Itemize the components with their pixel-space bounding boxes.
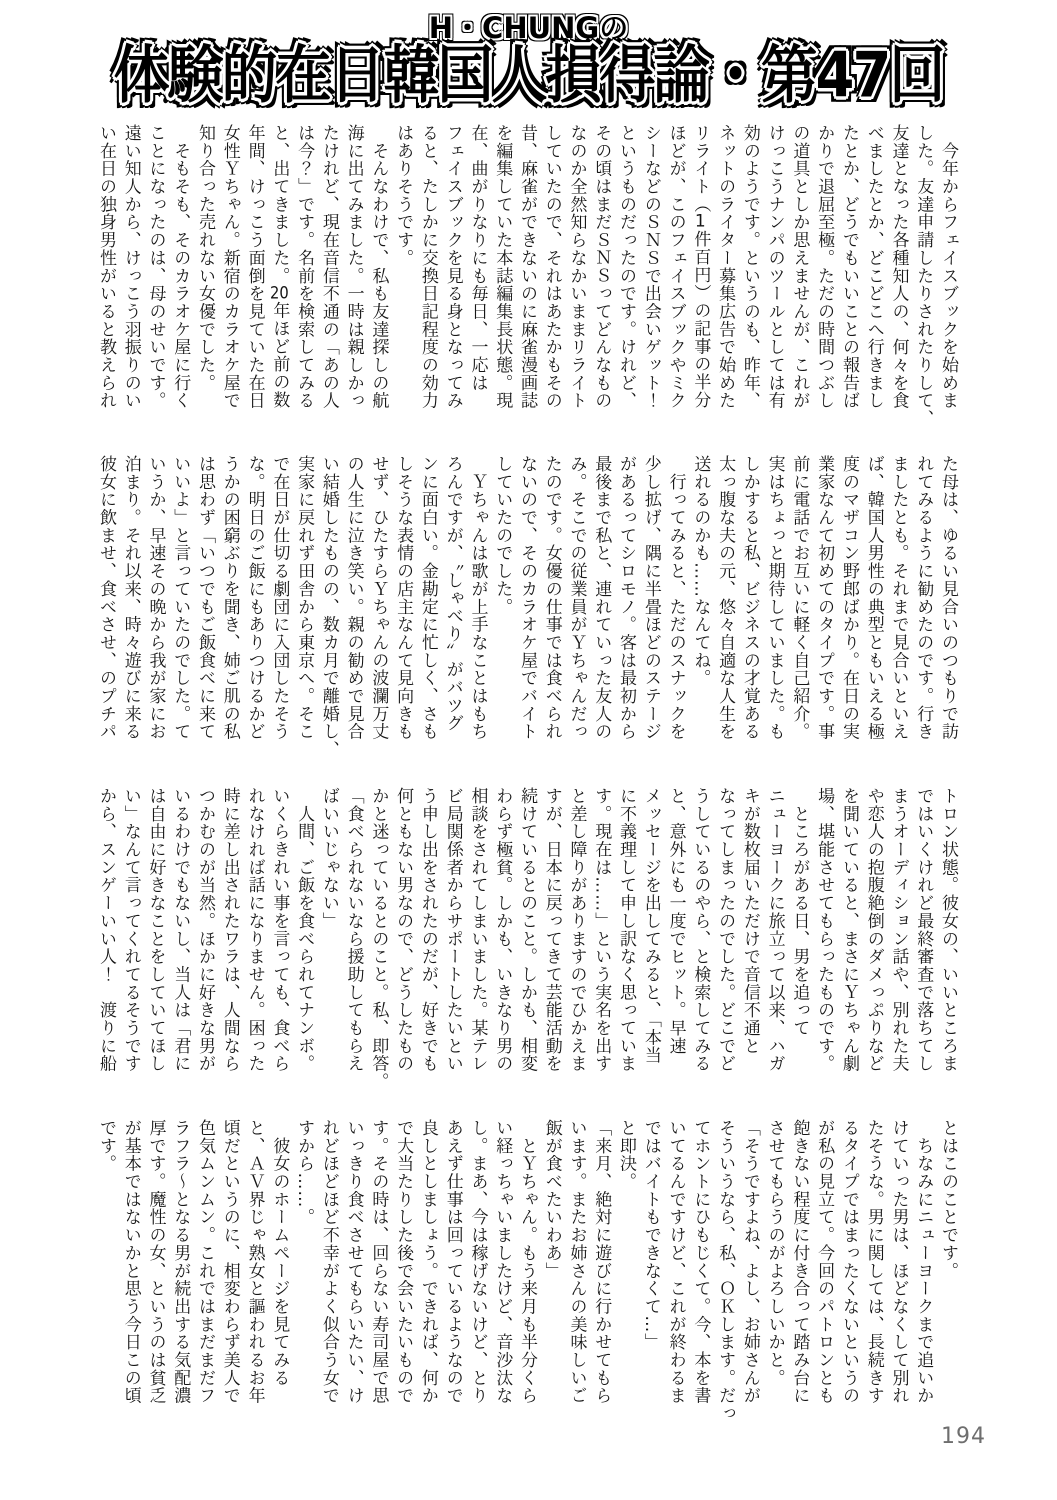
article-band-1 [93,124,960,428]
text-column: 前に電話でお互いに軽く自己紹介。 [789,455,810,741]
text-column: ラフラ〜となる男が続出する気配濃 [170,1119,191,1405]
text-column: 業家なんて初めてのタイプです。事 [814,455,835,741]
text-column: 在、曲がりなりにも毎日、一応は [467,124,488,392]
text-column: けていった男は、ほどなくして別れ [888,1119,909,1405]
page-number: 194 [941,1424,986,1449]
text-column: 効のようです。というのも、昨年、 [739,124,760,410]
text-column: と、意外にも一度でヒット。早速 [665,787,686,1055]
text-column: に不義理して申し訳なく思っていま [616,787,637,1073]
text-column: いいよ」と言っていたのでした。て [170,455,191,741]
text-column: ネットのライター募集広告で始めた [715,124,736,410]
text-column: メッセージを出してみると、「本当 [640,787,661,1065]
text-column: なのか全然知らなかいままリライト [566,124,587,410]
text-column: いるわけでもないし、当人は「君に [170,787,191,1073]
text-column: 場、堪能させてもらったものです。 [814,787,835,1073]
text-column: 海に出てみました。一時は親しかっ [343,124,364,410]
text-column: で大当たりした後で会いたいもので [393,1119,414,1405]
text-column: 「来月、絶対に遊びに行かせてもら [591,1119,612,1405]
text-column: なってしまったのでした。どこでど [715,787,736,1073]
text-column: れてみるように勧めたのです。行き [913,455,934,741]
text-column: ではいくけれど最終審査で落ちてし [913,787,934,1073]
text-column: るタイプではまったくないというの [838,1119,859,1405]
text-column: 良しとしましょう。できれば、何か [417,1119,438,1405]
text-column: れなければ話になりません。困った [244,787,265,1073]
text-column: れどほどほど不幸がよく似合う女で [318,1119,339,1405]
text-column: ではバイトもできなくて…」 [640,1119,661,1352]
text-column: 飽きない程度に付き合って踏み台に [789,1119,810,1405]
text-column: あえず仕事は回っているようなので [442,1119,463,1405]
text-column: いてるんですけど、これが終わるま [665,1119,686,1405]
text-column: い経っちゃいましたけど、音沙汰な [492,1119,513,1405]
text-column: と、ＡＶ界じゃ熟女と謳われるお年 [244,1119,265,1405]
text-column: 度のマザコン野郎ばかり。在日の実 [838,455,859,741]
text-column: うしているのやら、と検索してみる [690,787,711,1073]
text-column: 続けているとのこと。しかも、相変 [516,787,537,1073]
text-column: が私の見立て。今回のパトロンとも [814,1119,835,1405]
text-column: を編集していた本誌編集長状態。現 [492,124,513,410]
text-column: があるってシロモノ。客は最初から [616,455,637,741]
text-column: とＹちゃん。もう来月も半分くら [516,1119,537,1405]
text-column: ましたとも。それまで見合いといえ [888,455,909,741]
text-column: フェイスブックを見る身となってみ [442,124,463,410]
text-column: 「食べられないなら援助してもらえ [343,787,364,1073]
text-column: せず、ひたすらＹちゃんの波瀾万丈 [368,455,389,741]
text-column: ニューヨークに旅立って以来、ハガ [764,787,785,1073]
text-column: ンに面白い。金勘定に忙しく、さも [417,455,438,741]
text-column: させてもらうのがよろしいかと。 [764,1119,785,1387]
text-column: とはこのことです。 [938,1119,958,1280]
text-column: すから……。 [294,1119,315,1227]
text-column: と、出てきました。20年ほど前の数 [269,124,290,409]
text-column: 女性Ｙちゃん。新宿のカラオケ屋で [219,124,240,410]
text-column: トロン状態。彼女の、いいところま [938,787,958,1073]
text-column: から、スンゲーいい人！ 渡りに船 [95,787,116,1073]
text-column: い」なんて言ってくれてるそうです [120,787,141,1073]
text-column: み。そこでの従業員がＹちゃんだっ [566,455,587,741]
text-column: そういうなら、私、ＯＫします。だっ [715,1119,736,1423]
text-column: 送れるのかも……なんてね。 [690,455,711,688]
text-column: の道具としか思えませんが、これが [789,124,810,410]
text-column: が基本ではないかと思う今日この頃 [120,1119,141,1405]
text-column: シーなどのＳＮＳで出会いゲット！ [640,124,661,410]
text-column: 実はちょっと期待していました。も [764,455,785,741]
text-column: 今年からフェイスブックを始めま [938,124,958,410]
text-column: けっこうナンパのツールとしては有 [764,124,785,410]
column-author-title: H・CHUNGの [428,11,629,45]
text-column: というものだったのです。けれど、 [616,124,637,410]
text-column: した。友達申請したりされたりして、 [913,124,934,428]
text-column: リライト（1件百円）の記事の半分 [690,124,711,409]
text-column: たのです。女優の仕事では食べられ [541,455,562,741]
text-column: かと迷っているとのこと。私、即答。 [368,787,389,1091]
text-column: たとか、どうでもいいことの報告ば [838,124,859,410]
text-column: てホントにひもじくて。今、本を書 [690,1119,711,1405]
text-column: 「そうですよね、よし、お姉さんが [739,1119,760,1405]
text-column: は思わず「いつでもご飯食べに来て [195,455,216,741]
text-column: しかすると私、ビジネスの才覚ある [739,455,760,741]
text-column: 友達となった各種知人の、何々を食 [888,124,909,410]
text-column: キが数枚届いただけで音信不通と [739,787,760,1055]
text-column: 時に差し出されたワラは、人間なら [219,787,240,1073]
text-column: な。明日のご飯にもありつけるかど [244,455,265,741]
text-column: その頃はまだＳＮＳってどんなもの [591,124,612,410]
text-column: べましたとか、どこどこへ行きまし [863,124,884,410]
text-column: ちなみにニューヨークまで追いか [913,1119,934,1405]
text-column: 人間、ご飯を食べられてナンボ。 [294,787,315,1073]
text-column: と即決。 [616,1119,637,1191]
text-column: しそうな表情の店主なんて見向きも [393,455,414,741]
text-column: うかの困窮ぶりを聞き、姉ご肌の私 [219,455,240,741]
text-column: いうか、早速その晩から我が家にお [145,455,166,741]
text-column: と差し障りがありますのでひかえま [566,787,587,1073]
text-column: そもそも、そのカラオケ屋に行く [170,124,191,410]
text-column: ビ局関係者からサポートしたいとい [442,787,463,1073]
text-column: す。現在は……」という実名を出す [591,787,612,1073]
text-column: い在日の独身男性がいると教えられ [95,124,116,410]
text-column: 年間、けっこう面倒を見ていた在日 [244,124,265,410]
text-column: はありそうです。 [393,124,414,267]
text-column: や恋人の抱腹絶倒のダメっぷりなど [863,787,884,1073]
text-column: た母は、ゆるい見合いのつもりで訪 [938,455,958,741]
column-main-title: 体験的在日韓国人損得論・第47回 [113,39,944,113]
text-column: し。まあ、今は稼げないけど、とり [467,1119,488,1405]
text-column: ば、韓国人男性の典型ともいえる極 [863,455,884,741]
text-column: 最後まで私と、連れていった友人の [591,455,612,741]
text-column: 飯が食べたいわあ」 [541,1119,562,1280]
text-column: は今？」です。名前を検索してみる [294,124,315,410]
text-column: そんなわけで、私も友達探しの航 [368,124,389,410]
text-column: 少し拡げ、隅に半畳ほどのステージ [640,455,661,741]
text-column: 彼女に飲ませ、食べさせ、のプチパ [95,455,116,741]
text-column: わらず極貧。しかも、いきなり男の [492,787,513,1073]
text-column: です。 [95,1119,116,1173]
text-column: すが、日本に戻ってきて芸能活動を [541,787,562,1073]
text-column: ばいいじゃない」 [318,787,339,930]
text-column: す。その時は、回らない寿司屋で思 [368,1119,389,1405]
text-column: 彼女のホームページを見てみる [269,1119,290,1387]
text-column: 太っ腹な夫の元、悠々自適な人生を [715,455,736,741]
text-column: ろんですが、〝しゃべり〟がバツグ [442,455,463,733]
text-column: 知り合った売れない女優でした。 [195,124,216,392]
text-column: 何ともない男なので、どうしたもの [393,787,414,1073]
text-column: 行ってみると、ただのスナックを [665,455,686,741]
text-column: 相談をされてしまいました。某テレ [467,787,488,1073]
text-column: の人生に泣き笑い。親の勧めで見合 [343,455,364,741]
text-column: 色気ムンムン。これではまだまだフ [195,1119,216,1405]
article-band-3 [93,787,960,1091]
text-column: Ｙちゃんは歌が上手なことはもち [467,455,488,741]
text-column: ほどが、このフェイスブックやミク [665,124,686,410]
text-column: 泊まり。それ以来、時々遊びに来る [120,455,141,741]
text-column: 頃だというのに、相変わらず美人で [219,1119,240,1405]
text-column: ことになったのは、母のせいです。 [145,124,166,410]
text-column: ると、たしかに交換日記程度の効力 [417,124,438,410]
text-column: かりで退屈至極。ただの時間つぶし [814,124,835,410]
text-column: で在日が仕切る劇団に入団したそう [269,455,290,741]
text-column: いっきり食べさせてもらいたい、け [343,1119,364,1405]
article-band-4 [93,1119,960,1423]
text-column: つかむのが当然。ほかに好きな男が [195,787,216,1073]
text-column: いくらきれい事を言っても、食べら [269,787,290,1073]
text-column: を聞いていると、まさにＹちゃん劇 [838,787,859,1073]
text-column: 実家に戻れず田舎から東京へ。そこ [294,455,315,741]
text-column: していたので、それはあたかもその [541,124,562,410]
text-column: い結婚したものの、数カ月で離婚し、 [318,455,339,759]
text-column: 昔、麻雀ができないのに麻雀漫画誌 [516,124,537,410]
text-column: 遠い知人から、けっこう羽振りのい [120,124,141,410]
text-column: していたのでした。 [492,455,513,616]
text-column: ところがある日、男を追って [789,787,810,1037]
text-column: ないので、そのカラオケ屋でバイト [516,455,537,741]
text-column: 厚です。魔性の女、というのは貧乏 [145,1119,166,1405]
text-column: は自由に好きなことをしていてほし [145,787,166,1073]
article-band-2 [93,455,960,759]
text-column: たそうな。男に関しては、長続きす [863,1119,884,1405]
column-title-block [0,11,1057,113]
text-column: まうオーディション話や、別れた夫 [888,787,909,1073]
text-column: たけれど、現在音信不通の「あの人 [318,124,339,410]
text-column: う申し出をされたのだが、好きでも [417,787,438,1073]
text-column: います。またお姉さんの美味しいご [566,1119,587,1405]
